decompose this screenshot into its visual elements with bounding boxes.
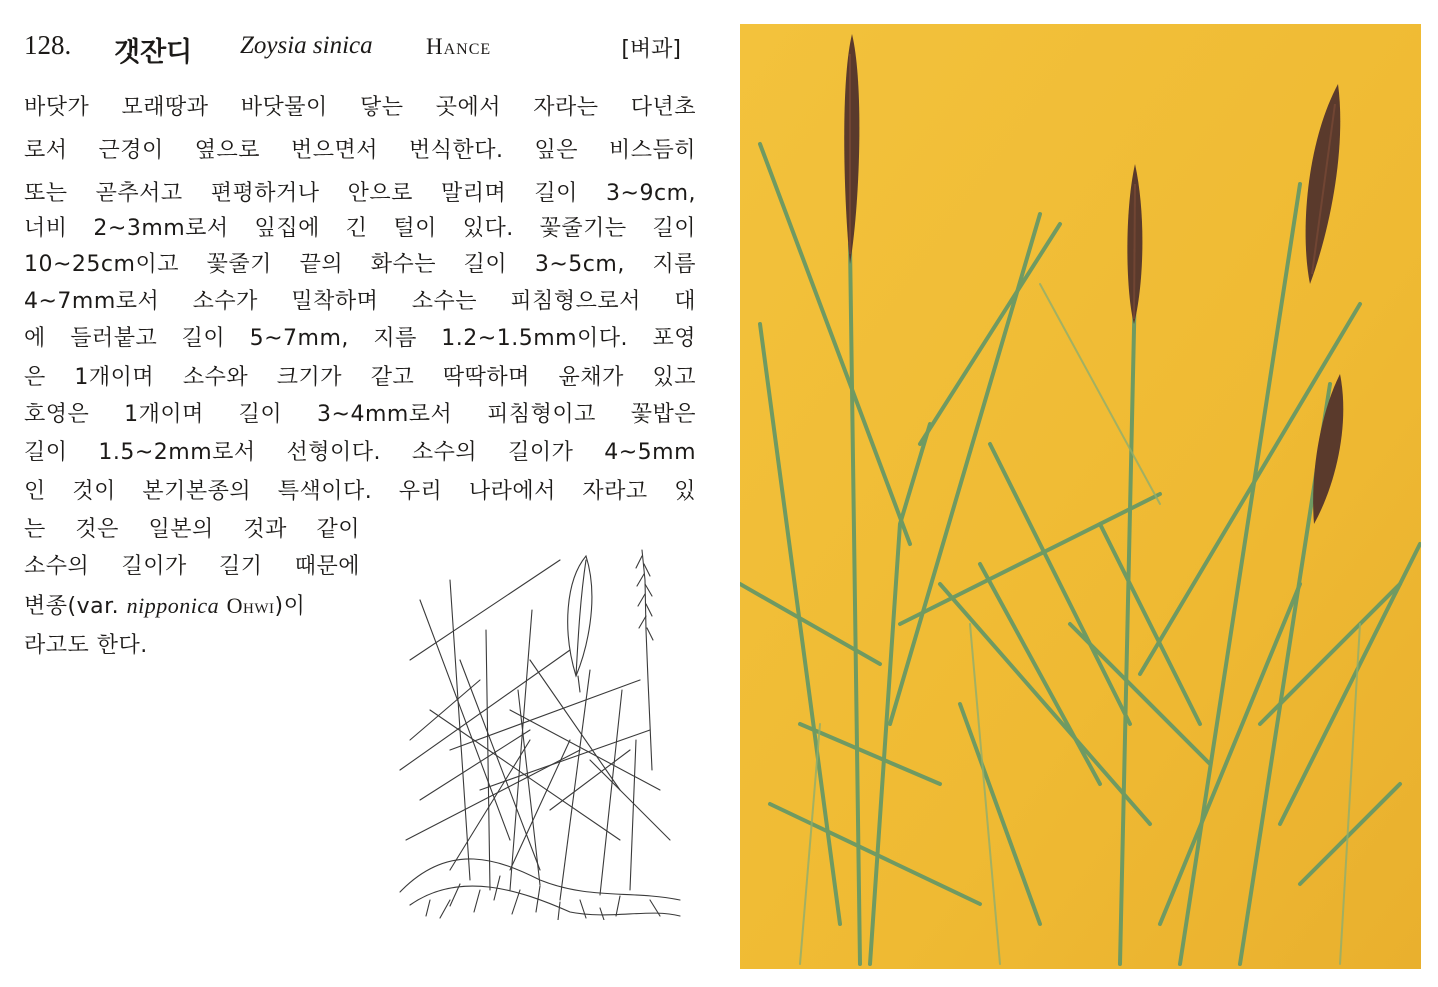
- description-line: 바닷가 모래땅과 바닷물이 닿는 곳에서 자라는 다년초: [24, 95, 696, 120]
- entry-number: 128.: [24, 30, 72, 60]
- description-line: 호영은 1개이며 길이 3~4mm로서 피침형이고 꽃밥은: [24, 402, 696, 427]
- description-line: 로서 근경이 옆으로 번으면서 번식한다. 잎은 비스듬히: [24, 138, 696, 163]
- description-line: 라고도 한다.: [24, 633, 148, 658]
- authority-name: Hance: [426, 34, 492, 59]
- description-line: 너비 2~3mm로서 잎집에 긴 털이 있다. 꽃줄기는 길이: [24, 216, 696, 241]
- variety-prefix: 변종(var.: [24, 594, 127, 619]
- description-line: 소수의 길이가 길기 때문에: [24, 554, 360, 579]
- entry-header: [24, 30, 699, 70]
- variety-line: [24, 589, 305, 620]
- variety-author: Ohwi: [226, 593, 275, 618]
- description-line: 인 것이 본기본종의 특색이다. 우리 나라에서 자라고 있: [24, 479, 696, 504]
- description-line: 는 것은 일본의 것과 같이: [24, 517, 360, 542]
- description-line: 은 1개이며 소수와 크기가 같고 딱딱하며 윤채가 있고: [24, 365, 696, 390]
- variety-name: nipponica: [126, 593, 220, 618]
- line-drawing-illustration: [390, 540, 690, 920]
- variety-suffix: )이: [274, 594, 306, 619]
- description-line: 4~7mm로서 소수가 밀착하며 소수는 피침형으로서 대: [24, 289, 696, 314]
- family-name: [벼과]: [621, 37, 681, 62]
- scientific-name: Zoysia sinica: [240, 32, 373, 59]
- korean-name: 갯잔디: [114, 37, 193, 68]
- plant-photograph: [740, 24, 1421, 969]
- description-line: 10~25cm이고 꽃줄기 끝의 화수는 길이 3~5cm, 지름: [24, 252, 696, 277]
- description-line: 또는 곧추서고 편평하거나 안으로 말리며 길이 3~9cm,: [24, 181, 696, 206]
- description-line: 에 들러붙고 길이 5~7mm, 지름 1.2~1.5mm이다. 포영: [24, 326, 696, 351]
- description-line: 길이 1.5~2mm로서 선형이다. 소수의 길이가 4~5mm: [24, 440, 696, 465]
